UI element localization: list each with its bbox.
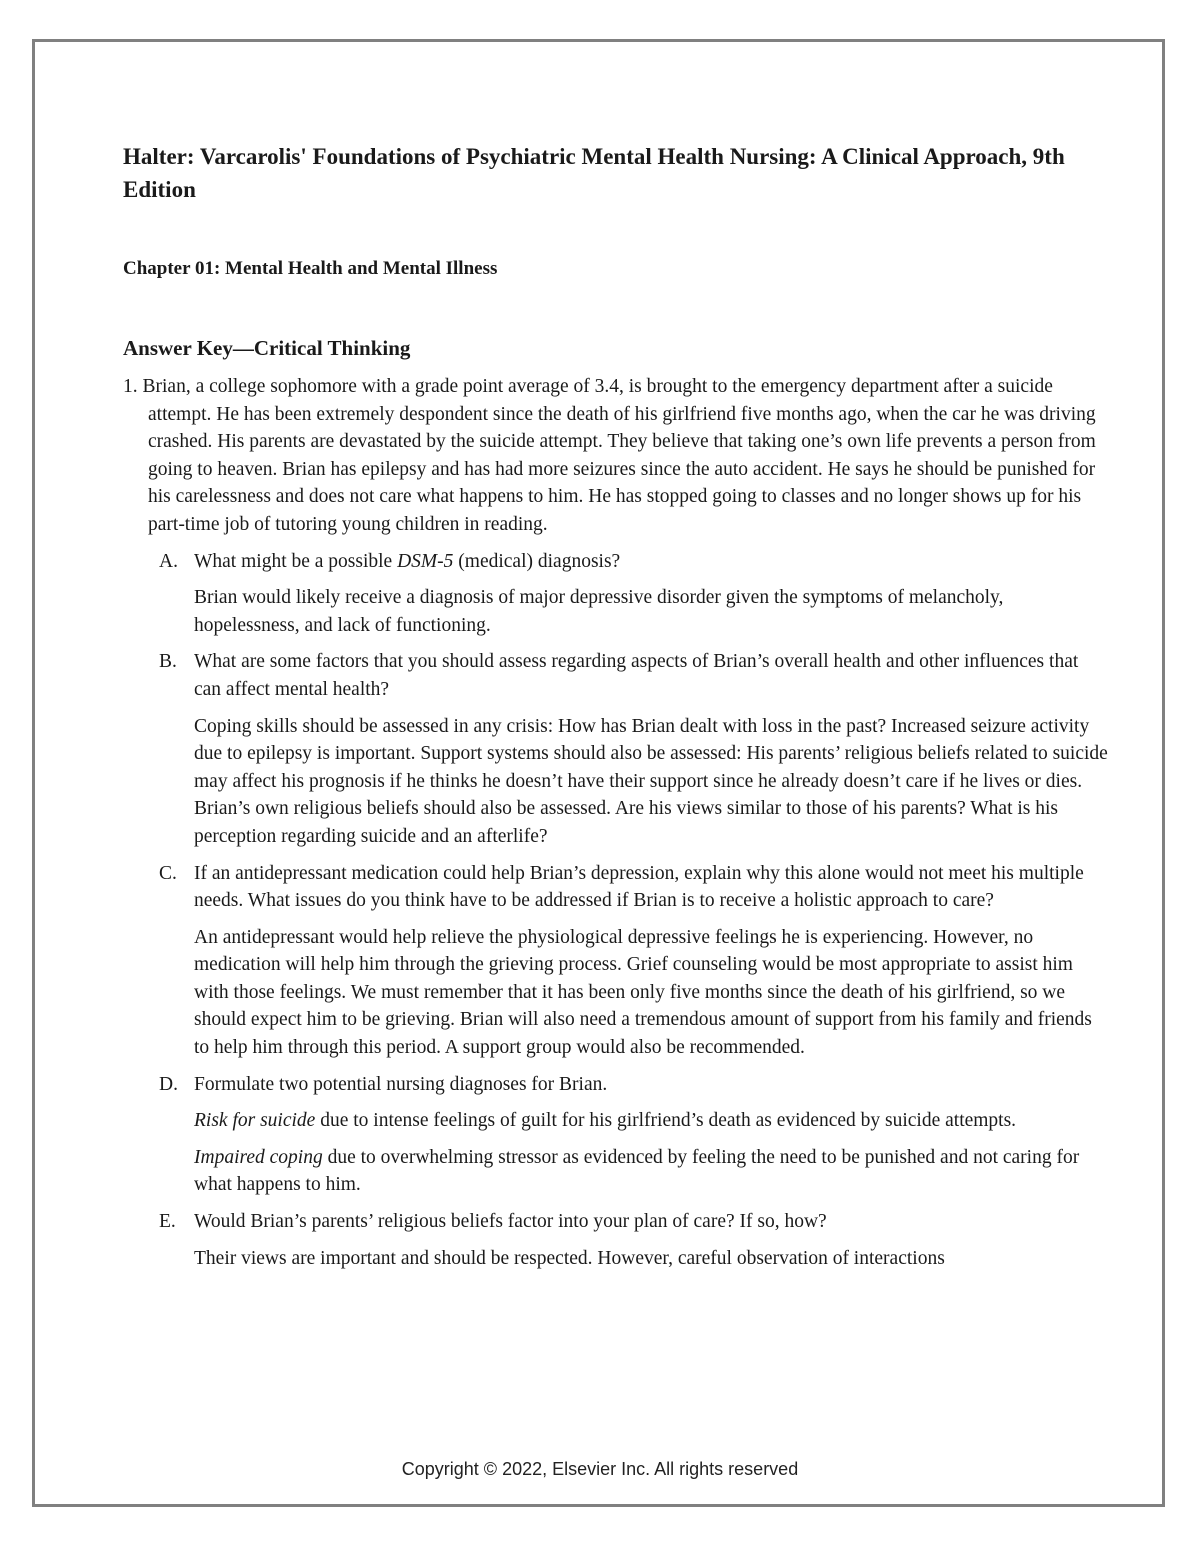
book-title: Halter: Varcarolis' Foundations of Psychiatric Mental Health Nursing: A Clinical Approach, 9th Edition: [123, 144, 1065, 202]
question-text-part: What might be a possible: [194, 550, 398, 572]
sub-question-e: [123, 1208, 1108, 1272]
sub-question-letter: B.: [159, 651, 177, 673]
answer-text-1: [194, 1107, 1108, 1135]
sub-question-a: [123, 548, 1108, 640]
copyright-footer: Copyright © 2022, Elsevier Inc. All rights reserved: [401, 1459, 799, 1479]
question-text-part: (medical) diagnosis?: [453, 550, 621, 572]
sub-question-text: Formulate two potential nursing diagnoses for Brian.: [194, 1073, 608, 1095]
sub-question-text: Would Brian’s parents’ religious beliefs factor into your plan of care? If so, how?: [194, 1211, 827, 1233]
sub-question-text: [194, 548, 1108, 576]
answer-text: Brian would likely receive a diagnosis of major depressive disorder given the symptoms of melancholy, hopelessness, and lack of functioning.: [194, 587, 1004, 636]
answer-text-2: [194, 1144, 1108, 1199]
question-1: [123, 373, 1108, 1272]
nursing-diagnosis-label: Impaired coping: [194, 1146, 323, 1168]
answer-text: Their views are important and should be respected. However, careful observation of interactions: [194, 1247, 945, 1269]
answer-text: An antidepressant would help relieve the physiological depressive feelings he is experiencing. However, no medication will help him through the grieving process. Grief counseling would be most appropriate to assist him with those feelings. We must remember that it has been only five months since the death of his girlfriend, so we should expect him to be grieving. Brian will also need a tremendous amount of support from his family and friends to help him through this period. A support group would also be recommended.: [194, 926, 1092, 1059]
sub-question-c: [123, 860, 1108, 1062]
question-text-italic: DSM-5: [397, 550, 454, 572]
sub-question-letter: D.: [159, 1073, 178, 1095]
section-title: Answer Key—Critical Thinking: [123, 336, 411, 360]
sub-question-text: If an antidepressant medication could help Brian’s depression, explain why this alone would not meet his multiple needs. What issues do you think have to be addressed if Brian is to receive a holistic approach to care?: [194, 862, 1084, 912]
document-content: [123, 140, 1113, 1269]
question-stem: [123, 373, 1108, 539]
sub-question-text: What are some factors that you should assess regarding aspects of Brian’s overall health and other influences that can affect mental health?: [194, 651, 1079, 700]
question-number: 1.: [123, 376, 138, 397]
chapter-title: Chapter 01: Mental Health and Mental Illness: [123, 258, 498, 279]
sub-question-letter: E.: [159, 1211, 176, 1233]
sub-question-b: [123, 648, 1108, 850]
sub-question-list: [123, 548, 1108, 1273]
sub-question-letter: C.: [159, 862, 177, 884]
nursing-diagnosis-text: due to intense feelings of guilt for his girlfriend’s death as evidenced by suicide attempts.: [315, 1110, 1017, 1132]
nursing-diagnosis-label: Risk for suicide: [194, 1110, 316, 1132]
question-stem-text: Brian, a college sophomore with a grade point average of 3.4, is brought to the emergency department after a suicide attempt. He has been extremely despondent since the death of his girlfriend five months ago, when the car he was driving crashed. His parents are devastated by the suicide attempt. They believe that taking one’s own life prevents a person from going to heaven. Brian has epilepsy and has had more seizures since the auto accident. He says he should be punished for his carelessness and does not care what happens to him. He has stopped going to classes and no longer shows up for his part-time job of tutoring young children in reading.: [142, 376, 1096, 535]
answer-text: Coping skills should be assessed in any crisis: How has Brian dealt with loss in the past? Increased seizure activity due to epilepsy is important. Support systems should also be assessed: His parents’ religious beliefs related to suicide may affect his prognosis if he thinks he doesn’t have their support since he already doesn’t care if he lives or dies. Brian’s own religious beliefs should also be assessed. Are his views similar to those of his parents? What is his perception regarding suicide and an afterlife?: [194, 715, 1108, 847]
nursing-diagnosis-text: due to overwhelming stressor as evidenced by feeling the need to be punished and not caring for what happens to him.: [194, 1146, 1080, 1196]
sub-question-letter: A.: [159, 550, 178, 572]
sub-question-d: [123, 1071, 1108, 1199]
